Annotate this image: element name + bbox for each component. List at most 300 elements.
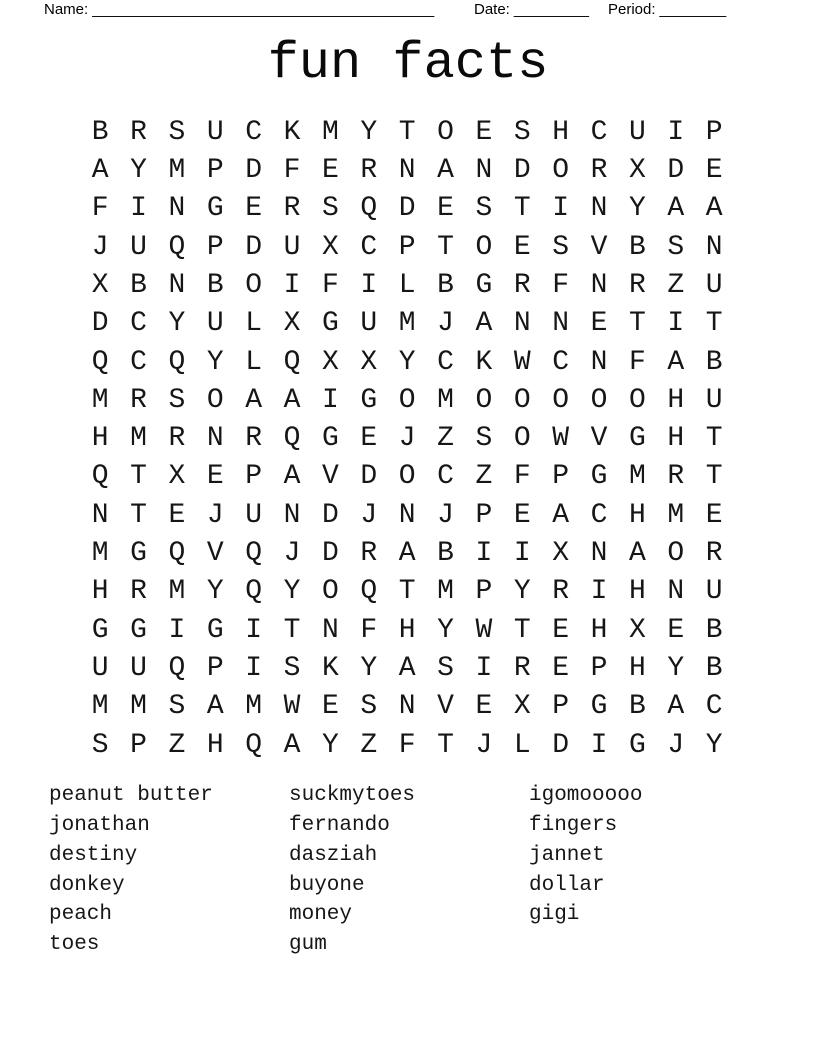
grid-cell-r10-c12: F — [513, 461, 531, 493]
grid-cell-r15-c4: P — [206, 653, 224, 685]
grid-cell-r8-c8: G — [360, 384, 378, 416]
grid-cell-r5-c10: B — [437, 269, 454, 301]
grid-cell-r4-c1: J — [91, 231, 109, 263]
grid-cell-r5-c6: I — [283, 269, 301, 301]
word-item: gum — [289, 933, 327, 957]
grid-cell-r14-c13: E — [552, 614, 570, 646]
word-list-column-3 — [529, 781, 769, 960]
word-item: toes — [49, 933, 100, 957]
grid-cell-r10-c6: A — [283, 461, 301, 493]
grid-cell-r9-c6: Q — [283, 423, 301, 455]
grid-cell-r9-c5: R — [245, 423, 263, 455]
grid-cell-r11-c13: A — [552, 499, 570, 531]
grid-cell-r4-c6: U — [283, 231, 301, 263]
grid-cell-r10-c1: Q — [91, 461, 109, 493]
grid-cell-r2-c4: P — [206, 154, 224, 186]
grid-cell-r5-c5: O — [245, 269, 263, 301]
grid-cell-r10-c17: T — [705, 461, 723, 493]
letter-grid — [81, 113, 733, 764]
grid-cell-r5-c11: G — [475, 269, 493, 301]
word-list-column-2 — [289, 781, 529, 960]
grid-cell-r5-c13: F — [552, 269, 570, 301]
grid-cell-r14-c7: N — [322, 614, 339, 646]
grid-cell-r2-c7: E — [322, 154, 339, 186]
grid-cell-r1-c1: B — [91, 116, 109, 148]
grid-cell-r8-c11: O — [475, 384, 493, 416]
grid-cell-r7-c9: Y — [398, 346, 416, 378]
grid-cell-r16-c15: B — [629, 691, 646, 723]
word-item: dasziah — [289, 843, 378, 867]
grid-cell-r8-c1: M — [91, 384, 109, 416]
word-item: gigi — [529, 903, 580, 927]
grid-cell-r17-c8: Z — [360, 729, 378, 761]
grid-cell-r8-c14: O — [590, 384, 608, 416]
grid-cell-r7-c7: X — [322, 346, 339, 378]
grid-cell-r16-c13: P — [552, 691, 570, 723]
grid-cell-r3-c12: T — [513, 193, 531, 225]
grid-cell-r17-c16: J — [667, 729, 685, 761]
grid-cell-r3-c8: Q — [360, 193, 378, 225]
grid-cell-r3-c2: I — [130, 193, 147, 225]
grid-cell-r17-c17: Y — [705, 729, 723, 761]
grid-cell-r2-c8: R — [360, 154, 378, 186]
grid-cell-r4-c12: E — [513, 231, 531, 263]
grid-cell-r13-c13: R — [552, 576, 570, 608]
grid-cell-r11-c6: N — [283, 499, 301, 531]
grid-cell-r6-c17: T — [705, 308, 723, 340]
grid-cell-r11-c9: N — [398, 499, 416, 531]
grid-cell-r8-c6: A — [283, 384, 301, 416]
grid-cell-r9-c7: G — [322, 423, 339, 455]
grid-cell-r4-c5: D — [245, 231, 263, 263]
grid-cell-r3-c17: A — [705, 193, 723, 225]
grid-cell-r13-c6: Y — [283, 576, 301, 608]
grid-cell-r9-c16: H — [667, 423, 685, 455]
grid-cell-r12-c5: Q — [245, 538, 263, 570]
grid-cell-r10-c9: O — [398, 461, 416, 493]
grid-cell-r15-c9: A — [398, 653, 416, 685]
grid-cell-r6-c8: U — [360, 308, 378, 340]
grid-cell-r8-c12: O — [513, 384, 531, 416]
grid-cell-r3-c13: I — [552, 193, 570, 225]
grid-cell-r14-c5: I — [245, 614, 263, 646]
puzzle-title: fun facts — [267, 34, 549, 93]
grid-cell-r8-c16: H — [667, 384, 685, 416]
grid-cell-r2-c15: X — [629, 154, 646, 186]
grid-cell-r16-c16: A — [667, 691, 685, 723]
grid-cell-r9-c11: S — [475, 423, 493, 455]
grid-cell-r17-c10: T — [437, 729, 454, 761]
grid-cell-r1-c3: S — [168, 116, 186, 148]
grid-cell-r13-c9: T — [398, 576, 416, 608]
grid-cell-r8-c9: O — [398, 384, 416, 416]
grid-cell-r3-c4: G — [206, 193, 224, 225]
grid-cell-r1-c9: T — [398, 116, 416, 148]
grid-cell-r13-c4: Y — [206, 576, 224, 608]
grid-cell-r6-c4: U — [206, 308, 224, 340]
grid-cell-r16-c2: M — [130, 691, 147, 723]
grid-cell-r8-c2: R — [130, 384, 147, 416]
grid-cell-r1-c2: R — [130, 116, 147, 148]
grid-cell-r4-c8: C — [360, 231, 378, 263]
grid-cell-r16-c11: E — [475, 691, 493, 723]
grid-cell-r2-c5: D — [245, 154, 263, 186]
grid-cell-r9-c13: W — [552, 423, 570, 455]
grid-cell-r8-c13: O — [552, 384, 570, 416]
grid-cell-r6-c7: G — [322, 308, 339, 340]
grid-cell-r15-c2: U — [130, 653, 147, 685]
grid-cell-r11-c2: T — [130, 499, 147, 531]
grid-cell-r6-c3: Y — [168, 308, 186, 340]
grid-cell-r15-c8: Y — [360, 653, 378, 685]
grid-cell-r10-c4: E — [206, 461, 224, 493]
grid-cell-r2-c17: E — [705, 154, 723, 186]
grid-cell-r4-c3: Q — [168, 231, 186, 263]
word-item: money — [289, 903, 353, 927]
grid-cell-r8-c15: O — [629, 384, 646, 416]
grid-cell-r13-c5: Q — [245, 576, 263, 608]
grid-cell-r9-c17: T — [705, 423, 723, 455]
grid-cell-r2-c3: M — [168, 154, 186, 186]
grid-cell-r7-c2: C — [130, 346, 147, 378]
grid-cell-r17-c9: F — [398, 729, 416, 761]
grid-cell-r16-c9: N — [398, 691, 416, 723]
grid-cell-r7-c13: C — [552, 346, 570, 378]
grid-cell-r2-c13: O — [552, 154, 570, 186]
grid-cell-r9-c4: N — [206, 423, 224, 455]
grid-cell-r15-c10: S — [437, 653, 454, 685]
grid-cell-r7-c15: F — [629, 346, 646, 378]
grid-cell-r11-c17: E — [705, 499, 723, 531]
grid-cell-r11-c15: H — [629, 499, 646, 531]
grid-cell-r13-c11: P — [475, 576, 493, 608]
word-item: fernando — [289, 813, 390, 837]
grid-cell-r10-c7: V — [322, 461, 339, 493]
grid-cell-r11-c12: E — [513, 499, 531, 531]
word-item: jannet — [529, 843, 605, 867]
grid-cell-r1-c10: O — [437, 116, 454, 148]
grid-cell-r3-c11: S — [475, 193, 493, 225]
grid-cell-r16-c12: X — [513, 691, 531, 723]
grid-cell-r15-c16: Y — [667, 653, 685, 685]
grid-cell-r17-c14: I — [590, 729, 608, 761]
grid-cell-r12-c16: O — [667, 538, 685, 570]
grid-cell-r14-c8: F — [360, 614, 378, 646]
grid-cell-r9-c1: H — [91, 423, 109, 455]
grid-cell-r15-c3: Q — [168, 653, 186, 685]
period-field — [608, 1, 726, 18]
grid-cell-r6-c13: N — [552, 308, 570, 340]
grid-cell-r16-c8: S — [360, 691, 378, 723]
grid-cell-r13-c14: I — [590, 576, 608, 608]
grid-cell-r7-c10: C — [437, 346, 454, 378]
grid-cell-r8-c4: O — [206, 384, 224, 416]
grid-cell-r7-c14: N — [590, 346, 608, 378]
grid-cell-r14-c2: G — [130, 614, 147, 646]
grid-cell-r13-c15: H — [629, 576, 646, 608]
grid-cell-r15-c7: K — [322, 653, 339, 685]
grid-cell-r5-c4: B — [206, 269, 224, 301]
word-item: donkey — [49, 873, 125, 897]
grid-cell-r4-c17: N — [705, 231, 723, 263]
grid-cell-r7-c8: X — [360, 346, 378, 378]
grid-cell-r5-c7: F — [322, 269, 339, 301]
grid-cell-r1-c12: S — [513, 116, 531, 148]
grid-cell-r16-c1: M — [91, 691, 109, 723]
grid-cell-r10-c14: G — [590, 461, 608, 493]
date-blank-line: _________ — [513, 1, 589, 18]
grid-cell-r12-c2: G — [130, 538, 147, 570]
grid-cell-r7-c12: W — [513, 346, 531, 378]
grid-cell-r11-c11: P — [475, 499, 493, 531]
grid-cell-r8-c5: A — [245, 384, 263, 416]
grid-cell-r4-c16: S — [667, 231, 685, 263]
grid-cell-r13-c8: Q — [360, 576, 378, 608]
grid-cell-r5-c8: I — [360, 269, 378, 301]
grid-cell-r14-c1: G — [91, 614, 109, 646]
grid-cell-r10-c5: P — [245, 461, 263, 493]
grid-cell-r12-c4: V — [206, 538, 224, 570]
grid-cell-r3-c10: E — [437, 193, 454, 225]
grid-cell-r1-c11: E — [475, 116, 493, 148]
word-item: jonathan — [49, 813, 150, 837]
grid-cell-r1-c15: U — [629, 116, 646, 148]
grid-cell-r13-c17: U — [705, 576, 723, 608]
word-item: buyone — [289, 873, 365, 897]
grid-cell-r3-c15: Y — [629, 193, 646, 225]
grid-cell-r13-c3: M — [168, 576, 186, 608]
grid-cell-r14-c9: H — [398, 614, 416, 646]
grid-cell-r10-c3: X — [168, 461, 186, 493]
grid-cell-r2-c6: F — [283, 154, 301, 186]
grid-cell-r6-c5: L — [245, 308, 263, 340]
grid-cell-r1-c8: Y — [360, 116, 378, 148]
grid-cell-r11-c5: U — [245, 499, 263, 531]
grid-cell-r1-c13: H — [552, 116, 570, 148]
grid-cell-r9-c8: E — [360, 423, 378, 455]
grid-cell-r6-c9: M — [398, 308, 416, 340]
grid-cell-r17-c5: Q — [245, 729, 263, 761]
grid-cell-r4-c7: X — [322, 231, 339, 263]
grid-cell-r11-c10: J — [437, 499, 454, 531]
grid-cell-r16-c7: E — [322, 691, 339, 723]
grid-cell-r12-c6: J — [283, 538, 301, 570]
grid-cell-r11-c16: M — [667, 499, 685, 531]
grid-cell-r2-c16: D — [667, 154, 685, 186]
grid-cell-r3-c5: E — [245, 193, 263, 225]
grid-cell-r16-c6: W — [283, 691, 301, 723]
grid-cell-r13-c12: Y — [513, 576, 531, 608]
grid-cell-r16-c17: C — [705, 691, 723, 723]
grid-cell-r10-c10: C — [437, 461, 454, 493]
grid-cell-r14-c14: H — [590, 614, 608, 646]
grid-cell-r2-c9: N — [398, 154, 416, 186]
word-item: peanut butter — [49, 784, 213, 807]
word-list-column-1 — [49, 781, 289, 960]
grid-cell-r9-c10: Z — [437, 423, 454, 455]
grid-cell-r14-c10: Y — [437, 614, 454, 646]
grid-cell-r10-c16: R — [667, 461, 685, 493]
grid-cell-r2-c14: R — [590, 154, 608, 186]
grid-cell-r3-c9: D — [398, 193, 416, 225]
grid-cell-r7-c16: A — [667, 346, 685, 378]
grid-cell-r1-c16: I — [667, 116, 685, 148]
grid-cell-r6-c1: D — [91, 308, 109, 340]
grid-cell-r17-c6: A — [283, 729, 301, 761]
grid-cell-r9-c9: J — [398, 423, 416, 455]
grid-cell-r10-c11: Z — [475, 461, 493, 493]
grid-cell-r15-c14: P — [590, 653, 608, 685]
grid-cell-r15-c17: B — [705, 653, 723, 685]
grid-cell-r15-c6: S — [283, 653, 301, 685]
grid-cell-r5-c2: B — [130, 269, 147, 301]
grid-cell-r16-c4: A — [206, 691, 224, 723]
grid-cell-r11-c7: D — [322, 499, 339, 531]
grid-cell-r2-c12: D — [513, 154, 531, 186]
grid-cell-r17-c7: Y — [322, 729, 339, 761]
grid-cell-r6-c2: C — [130, 308, 147, 340]
word-item: igomooooo — [529, 784, 643, 807]
period-blank-line: ________ — [659, 1, 727, 18]
grid-cell-r12-c13: X — [552, 538, 570, 570]
word-item: dollar — [529, 873, 605, 897]
grid-cell-r8-c10: M — [437, 384, 454, 416]
grid-cell-r7-c6: Q — [283, 346, 301, 378]
grid-cell-r12-c15: A — [629, 538, 646, 570]
grid-cell-r9-c14: V — [590, 423, 608, 455]
grid-cell-r15-c13: E — [552, 653, 570, 685]
grid-cell-r14-c15: X — [629, 614, 646, 646]
name-blank-line: _________________________________________ — [92, 1, 435, 18]
grid-cell-r10-c8: D — [360, 461, 378, 493]
grid-cell-r1-c7: M — [322, 116, 339, 148]
grid-cell-r9-c12: O — [513, 423, 531, 455]
grid-cell-r6-c6: X — [283, 308, 301, 340]
grid-cell-r8-c3: S — [168, 384, 186, 416]
grid-cell-r9-c3: R — [168, 423, 186, 455]
grid-cell-r1-c14: C — [590, 116, 608, 148]
grid-cell-r15-c15: H — [629, 653, 646, 685]
grid-cell-r8-c7: I — [322, 384, 339, 416]
grid-cell-r7-c17: B — [705, 346, 723, 378]
grid-cell-r1-c4: U — [206, 116, 224, 148]
grid-cell-r2-c2: Y — [130, 154, 147, 186]
word-item: destiny — [49, 843, 138, 867]
grid-cell-r6-c16: I — [667, 308, 685, 340]
grid-cell-r10-c13: P — [552, 461, 570, 493]
word-item: peach — [49, 903, 113, 927]
grid-cell-r12-c12: I — [513, 538, 531, 570]
word-item: fingers — [529, 813, 618, 837]
grid-cell-r7-c3: Q — [168, 346, 186, 378]
grid-cell-r15-c5: I — [245, 653, 263, 685]
grid-cell-r4-c15: B — [629, 231, 646, 263]
grid-cell-r11-c14: C — [590, 499, 608, 531]
grid-cell-r17-c3: Z — [168, 729, 186, 761]
grid-cell-r16-c5: M — [245, 691, 263, 723]
grid-cell-r3-c14: N — [590, 193, 608, 225]
grid-cell-r17-c12: L — [513, 729, 531, 761]
grid-cell-r4-c13: S — [552, 231, 570, 263]
grid-cell-r17-c11: J — [475, 729, 493, 761]
grid-cell-r15-c1: U — [91, 653, 109, 685]
grid-cell-r11-c1: N — [91, 499, 109, 531]
grid-cell-r16-c10: V — [437, 691, 454, 723]
grid-cell-r11-c3: E — [168, 499, 186, 531]
grid-cell-r2-c10: A — [437, 154, 454, 186]
grid-cell-r15-c12: R — [513, 653, 531, 685]
grid-cell-r13-c2: R — [130, 576, 147, 608]
grid-cell-r7-c1: Q — [91, 346, 109, 378]
grid-cell-r13-c16: N — [667, 576, 685, 608]
grid-cell-r11-c8: J — [360, 499, 378, 531]
grid-cell-r1-c6: K — [283, 116, 301, 148]
grid-cell-r6-c11: A — [475, 308, 493, 340]
grid-cell-r3-c6: R — [283, 193, 301, 225]
grid-cell-r2-c1: A — [91, 154, 109, 186]
grid-cell-r3-c16: A — [667, 193, 685, 225]
grid-cell-r12-c1: M — [91, 538, 109, 570]
grid-cell-r13-c1: H — [91, 576, 109, 608]
grid-cell-r5-c9: L — [398, 269, 416, 301]
grid-cell-r17-c15: G — [629, 729, 646, 761]
grid-cell-r5-c16: Z — [667, 269, 685, 301]
grid-cell-r10-c2: T — [130, 461, 147, 493]
grid-cell-r7-c4: Y — [206, 346, 224, 378]
grid-cell-r4-c9: P — [398, 231, 416, 263]
grid-cell-r17-c2: P — [130, 729, 147, 761]
grid-cell-r5-c12: R — [513, 269, 531, 301]
grid-cell-r17-c1: S — [91, 729, 109, 761]
grid-cell-r15-c11: I — [475, 653, 493, 685]
grid-cell-r16-c3: S — [168, 691, 186, 723]
grid-cell-r6-c12: N — [513, 308, 531, 340]
word-list — [49, 781, 769, 960]
grid-cell-r5-c1: X — [91, 269, 109, 301]
grid-cell-r6-c14: E — [590, 308, 608, 340]
grid-cell-r8-c17: U — [705, 384, 723, 416]
grid-cell-r14-c11: W — [475, 614, 493, 646]
grid-cell-r5-c17: U — [705, 269, 723, 301]
grid-cell-r9-c15: G — [629, 423, 646, 455]
grid-cell-r11-c4: J — [206, 499, 224, 531]
grid-cell-r3-c3: N — [168, 193, 186, 225]
grid-cell-r17-c4: H — [206, 729, 224, 761]
grid-cell-r4-c14: V — [590, 231, 608, 263]
grid-cell-r14-c16: E — [667, 614, 685, 646]
grid-cell-r6-c15: T — [629, 308, 646, 340]
grid-cell-r17-c13: D — [552, 729, 570, 761]
grid-cell-r13-c10: M — [437, 576, 454, 608]
grid-cell-r12-c14: N — [590, 538, 608, 570]
grid-cell-r12-c9: A — [398, 538, 416, 570]
grid-cell-r10-c15: M — [629, 461, 646, 493]
grid-cell-r9-c2: M — [130, 423, 147, 455]
grid-cell-r14-c6: T — [283, 614, 301, 646]
grid-cell-r12-c17: R — [705, 538, 723, 570]
grid-cell-r7-c5: L — [245, 346, 263, 378]
grid-cell-r3-c1: F — [91, 193, 109, 225]
grid-cell-r1-c5: C — [245, 116, 263, 148]
grid-cell-r16-c14: G — [590, 691, 608, 723]
grid-cell-r3-c7: S — [322, 193, 339, 225]
grid-cell-r14-c12: T — [513, 614, 531, 646]
grid-cell-r12-c8: R — [360, 538, 378, 570]
grid-cell-r13-c7: O — [322, 576, 339, 608]
grid-cell-r2-c11: N — [475, 154, 493, 186]
grid-cell-r12-c11: I — [475, 538, 493, 570]
date-label: Date: — [474, 1, 510, 18]
